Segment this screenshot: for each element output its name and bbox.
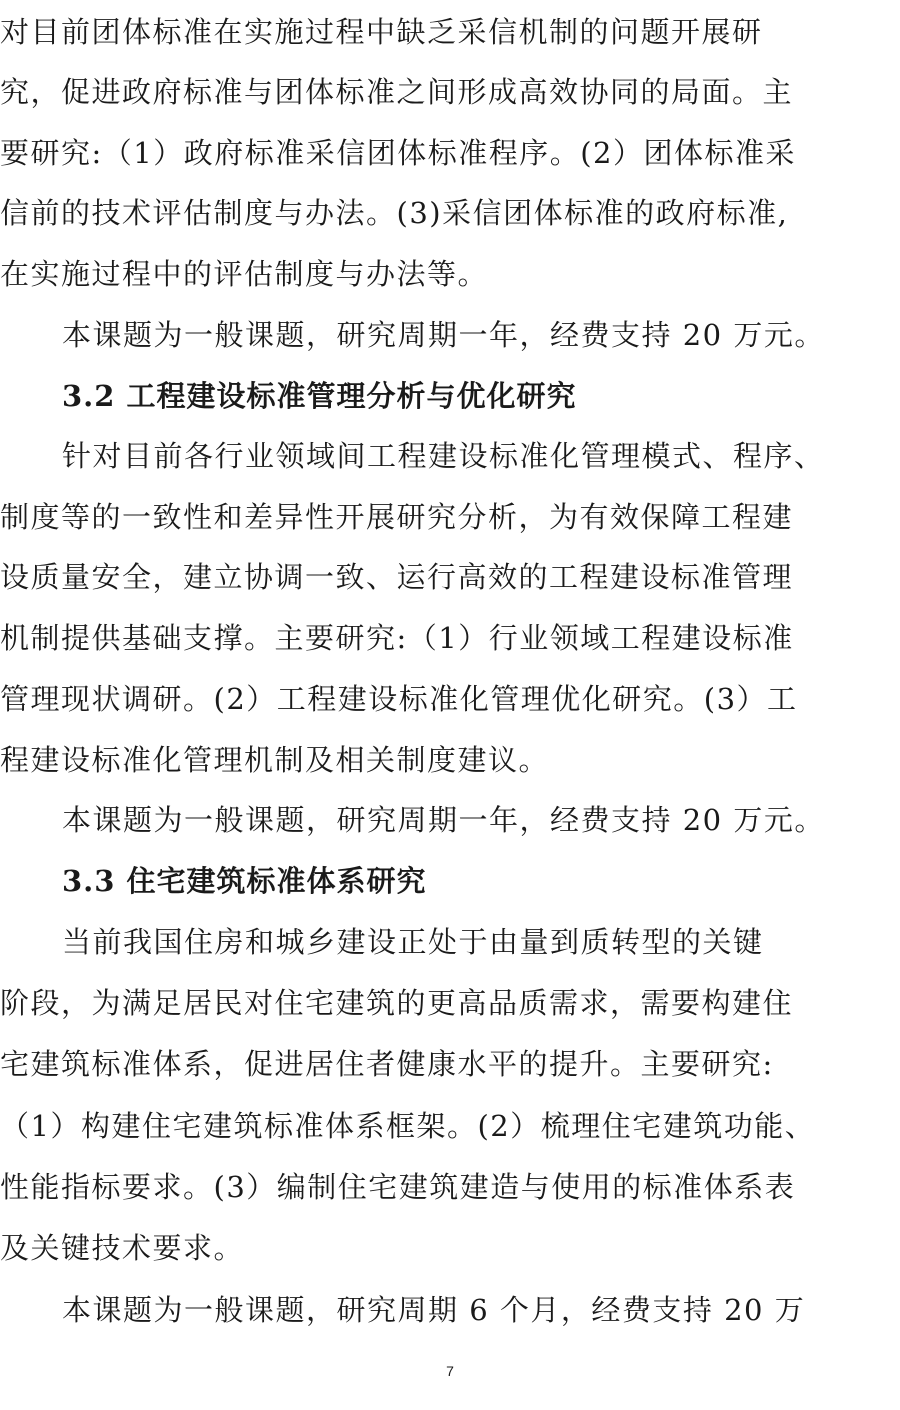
body-text-line: 对目前团体标准在实施过程中缺乏采信机制的问题开展研 [0, 15, 763, 49]
section-heading-3-3: 3.3 住宅建筑标准体系研究 [62, 864, 427, 898]
body-text-line: 机制提供基础支撑。主要研究:（1）行业领域工程建设标准 [0, 621, 794, 655]
funding-note-line: 本课题为一般课题，研究周期一年，经费支持 20 万元。 [62, 318, 825, 352]
body-text-line: 设质量安全，建立协调一致、运行高效的工程建设标准管理 [0, 560, 794, 594]
body-text-line: 当前我国住房和城乡建设正处于由量到质转型的关键 [62, 925, 764, 959]
page-number: 7 [446, 1363, 454, 1379]
body-text-line: 及关键技术要求。 [0, 1231, 245, 1265]
body-text-line: 性能指标要求。(3）编制住宅建筑建造与使用的标准体系表 [0, 1170, 796, 1204]
body-text-line: 信前的技术评估制度与办法。(3)采信团体标准的政府标准, [0, 196, 789, 230]
body-text-line: 要研究:（1）政府标准采信团体标准程序。(2）团体标准采 [0, 136, 796, 170]
body-text-line: 程建设标准化管理机制及相关制度建议。 [0, 743, 550, 777]
body-text-line: 宅建筑标准体系，促进居住者健康水平的提升。主要研究: [0, 1047, 774, 1081]
body-text-line: 阶段，为满足居民对住宅建筑的更高品质需求，需要构建住 [0, 986, 794, 1020]
body-text-line: 制度等的一致性和差异性开展研究分析，为有效保障工程建 [0, 500, 794, 534]
body-text-line: 针对目前各行业领域间工程建设标准化管理模式、程序、 [62, 439, 825, 473]
body-text-line: 在实施过程中的评估制度与办法等。 [0, 257, 489, 291]
body-text-line: 管理现状调研。(2）工程建设标准化管理优化研究。(3）工 [0, 682, 798, 716]
section-heading-3-2: 3.2 工程建设标准管理分析与优化研究 [62, 379, 577, 413]
body-text-line: 究，促进政府标准与团体标准之间形成高效协同的局面。主 [0, 75, 794, 109]
funding-note-line: 本课题为一般课题，研究周期一年，经费支持 20 万元。 [62, 803, 825, 837]
body-text-line: （1）构建住宅建筑标准体系框架。(2）梳理住宅建筑功能、 [0, 1109, 816, 1143]
funding-note-line: 本课题为一般课题，研究周期 6 个月，经费支持 20 万 [62, 1293, 806, 1327]
